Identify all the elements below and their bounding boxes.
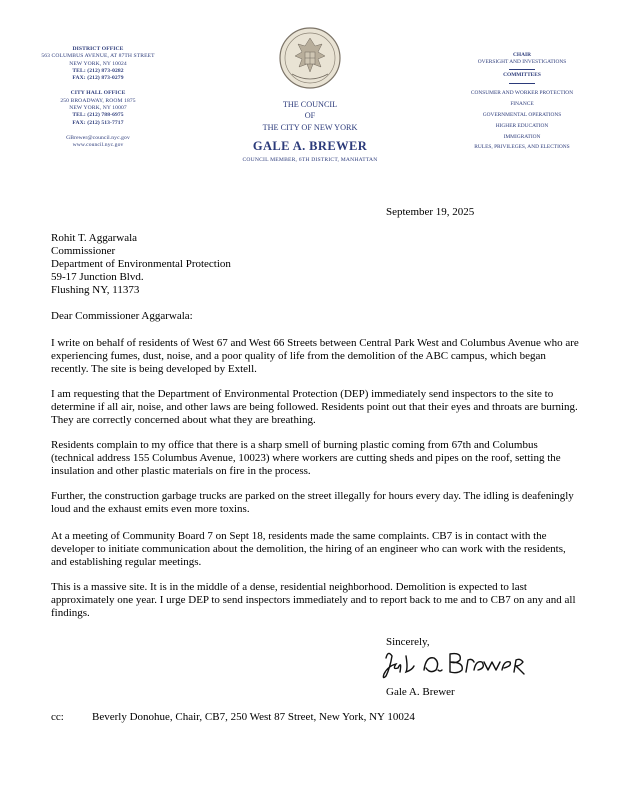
closing: Sincerely, [386, 636, 430, 648]
committee-item: CONSUMER AND WORKER PROTECTION [470, 89, 574, 96]
salutation: Dear Commissioner Aggarwala: [51, 310, 193, 322]
signer-name: Gale A. Brewer [386, 686, 455, 698]
committees-heading: COMMITTEES [503, 72, 541, 79]
committee-divider [509, 69, 535, 70]
recipient-title: Commissioner [51, 245, 116, 257]
city-hall-office-heading: CITY HALL OFFICE [70, 90, 126, 97]
district-office-heading: DISTRICT OFFICE [72, 46, 124, 52]
city-hall-address-line2: NEW YORK, NY 10007 [69, 105, 127, 112]
recipient-name: Rohit T. Aggarwala [51, 232, 138, 244]
letterhead-offices [0, 46, 196, 150]
email-link[interactable]: GBrewer@council.nyc.gov [66, 134, 130, 141]
recipient-street: 59-17 Junction Blvd. [51, 271, 144, 283]
letterhead-committees [442, 52, 602, 151]
chair-committee: OVERSIGHT AND INVESTIGATIONS [477, 59, 567, 66]
website-link[interactable]: www.council.nyc.gov [72, 142, 124, 149]
member-title: COUNCIL MEMBER, 6TH DISTRICT, MANHATTAN [242, 157, 378, 163]
city-hall-tel: TEL: (212) 788-6975 [72, 112, 124, 119]
district-office-address-line2: NEW YORK, NY 10024 [69, 60, 127, 67]
paragraph: Further, the construction garbage trucks are parked on the street illegally for hours every day. The idling is deafeningly loud and the exhaust emits even more toxins. [51, 490, 574, 515]
paragraph: At a meeting of Community Board 7 on Sept 18, residents made the same complaints. CB7 is in contact with the developer to initiate communication about the demolition, the hiring of an engineer who can work with the residents, and establishing regular meetings. [51, 530, 566, 568]
council-line-3: THE CITY OF NEW YORK [262, 122, 358, 132]
recipient-city: Flushing NY, 11373 [51, 284, 140, 296]
council-line-1: THE COUNCIL [282, 100, 338, 109]
council-name-block [220, 99, 400, 133]
city-hall-fax: FAX: (212) 513-7717 [72, 119, 124, 126]
handwritten-signature [378, 648, 528, 682]
district-office-address-line1: 563 COLUMBUS AVENUE, AT 87TH STREET [41, 53, 155, 60]
recipient-address [51, 232, 571, 297]
committee-divider-2 [509, 83, 535, 84]
committee-item: RULES, PRIVILEGES, AND ELECTIONS [474, 143, 570, 150]
recipient-department: Department of Environmental Protection [51, 258, 231, 270]
committee-item: FINANCE [510, 100, 534, 107]
committee-item: GOVERNMENTAL OPERATIONS [482, 112, 562, 119]
paragraph: This is a massive site. It is in the middle of a dense, residential neighborhood. Demolition is expected to last approximately one year. I urge DEP to send inspectors immediately and to report back to me and to CB7 on any and all findings. [51, 581, 576, 619]
letter-date: September 19, 2025 [386, 206, 475, 218]
committee-item: HIGHER EDUCATION [495, 123, 549, 130]
district-office-tel: TEL: (212) 873-0282 [72, 67, 124, 74]
paragraph: Residents complain to my office that there is a sharp smell of burning plastic coming from 67th and Columbus (technical address 155 Columbus Avenue, 10023) where workers are cutting sheds and pipes on the roof, setting the insulation and other plastic materials on fire in the process. [51, 439, 561, 477]
cc-label: cc: [51, 711, 64, 723]
council-line-2: OF [304, 111, 316, 121]
member-name: GALE A. BREWER [252, 139, 368, 153]
district-office-fax: FAX: (212) 873-0279 [72, 75, 124, 82]
city-seal-icon [278, 26, 342, 90]
paragraph: I write on behalf of residents of West 67 and West 66 Streets between Central Park West and Columbus Avenue who are experiencing fumes, dust, noise, and a poor quality of life from the demolition of the ABC campus, which began recently. The site is being developed by Extell. [51, 337, 579, 375]
cc-recipient: Beverly Donohue, Chair, CB7, 250 West 87 Street, New York, NY 10024 [92, 711, 415, 723]
paragraph: I am requesting that the Department of Environmental Protection (DEP) immediately send inspectors to the site to determine if all air, noise, and other laws are being followed. Residents point out that their eyes and throats are burning. They are correctly concerned about what they are breathing. [51, 388, 578, 426]
city-hall-address-line1: 250 BROADWAY, ROOM 1875 [60, 97, 136, 104]
committee-item: IMMIGRATION [503, 134, 541, 141]
chair-heading: CHAIR [513, 52, 531, 58]
